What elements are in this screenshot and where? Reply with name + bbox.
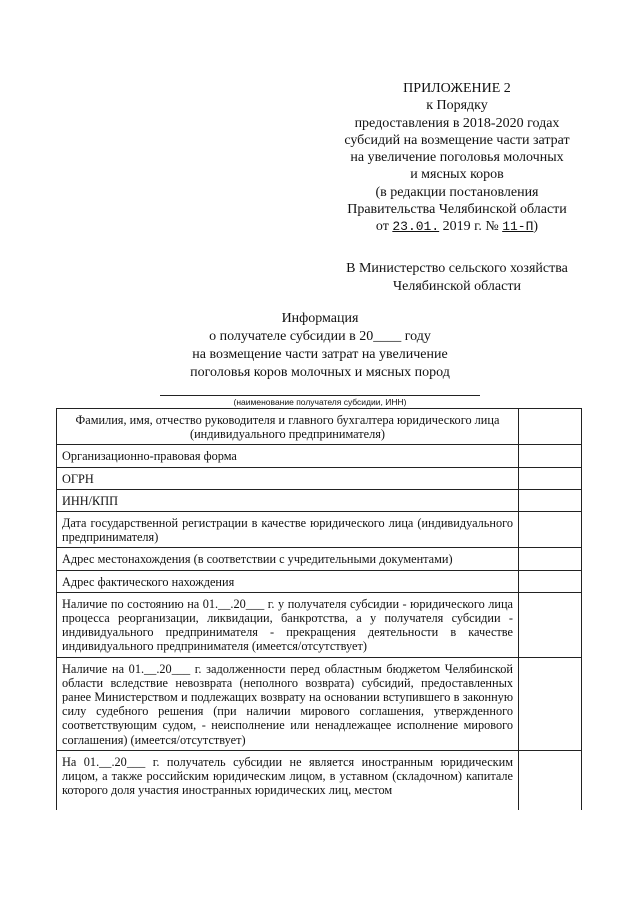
appendix-title: ПРИЛОЖЕНИЕ 2 bbox=[403, 81, 511, 96]
row-value-cell[interactable] bbox=[519, 512, 582, 548]
appendix-header bbox=[322, 80, 592, 236]
recipient-caption: (наименование получателя субсидии, ИНН) bbox=[233, 397, 407, 407]
table-row bbox=[57, 489, 582, 511]
row-label: Наличие на 01.__.20___ г. задолженности перед областным бюджетом Челябинской области вследствие невозврата (неполного возврата) субсидий, предоставленных ранее Министерством и подлежащих возврату на основании вступившего в законную силу судебного решения (при наличии мирового соглашения, утвержденного соответствующим судом, - неисполнение или ненадлежащее исполнение мирового соглашения) (имеется/отсутствует) bbox=[57, 657, 519, 750]
info-heading: Информация bbox=[281, 311, 359, 326]
table-row bbox=[57, 548, 582, 570]
row-value-cell[interactable] bbox=[519, 445, 582, 467]
appendix-line: предоставления в 2018-2020 годах bbox=[354, 115, 560, 131]
row-label: Адрес местонахождения (в соответствии с учредительными документами) bbox=[57, 548, 519, 570]
table-row bbox=[57, 570, 582, 592]
row-value-cell[interactable] bbox=[519, 489, 582, 511]
row-label: Адрес фактического нахождения bbox=[57, 570, 519, 592]
row-label: Организационно-правовая форма bbox=[57, 445, 519, 467]
row-label: ИНН/КПП bbox=[57, 489, 519, 511]
row-value-cell[interactable] bbox=[519, 570, 582, 592]
row-label: ОГРН bbox=[57, 467, 519, 489]
info-subtitle-line: поголовья коров молочных и мясных пород bbox=[190, 365, 450, 380]
info-title-block bbox=[100, 310, 540, 382]
appendix-line: (в редакции постановления bbox=[375, 184, 539, 200]
table-row bbox=[57, 445, 582, 467]
row-label: Дата государственной регистрации в качестве юридического лица (индивидуального предпринимателя) bbox=[57, 512, 519, 548]
table-row bbox=[57, 467, 582, 489]
row-label: На 01.__.20___ г. получатель субсидии не является иностранным юридическим лицом, а также российским юридическим лицом, в уставном (складочном) капитале которого доля участия иностранных юридических лиц, местом bbox=[57, 750, 519, 810]
row-value-cell[interactable] bbox=[519, 548, 582, 570]
row-value-cell[interactable] bbox=[519, 657, 582, 750]
appendix-line: и мясных коров bbox=[410, 167, 504, 183]
date-prefix: от bbox=[375, 219, 389, 235]
addressee-line: В Министерство сельского хозяйства bbox=[346, 261, 568, 276]
closing-paren: ) bbox=[533, 219, 539, 235]
info-subtitle-line: о получателе субсидии в 20____ году bbox=[209, 329, 431, 344]
appendix-line: к Порядку bbox=[426, 98, 488, 114]
table-row bbox=[57, 592, 582, 657]
date-suffix: 2019 г. № bbox=[442, 219, 499, 235]
appendix-date-line bbox=[322, 218, 592, 235]
date-value: 23.01. bbox=[392, 219, 440, 235]
document-number: 11-П bbox=[502, 219, 534, 235]
table-row bbox=[57, 409, 582, 445]
appendix-line: Правительства Челябинской области bbox=[347, 202, 567, 218]
recipient-name-line bbox=[160, 395, 480, 396]
table-row bbox=[57, 750, 582, 810]
recipient-info-table bbox=[56, 408, 582, 810]
row-value-cell[interactable] bbox=[519, 592, 582, 657]
info-subtitle-line: на возмещение части затрат на увеличение bbox=[192, 347, 448, 362]
row-value-cell[interactable] bbox=[519, 409, 582, 445]
appendix-line: на увеличение поголовья молочных bbox=[350, 150, 564, 166]
table-row bbox=[57, 657, 582, 750]
row-label: Наличие по состоянию на 01.__.20___ г. у получателя субсидии - юридического лица процесса реорганизации, ликвидации, банкротства, а у получателя субсидии - индивидуального предпринимателя - прекращения деятельности в качестве индивидуального предпринимателя (имеется/отсутствует) bbox=[57, 592, 519, 657]
table-row bbox=[57, 512, 582, 548]
row-value-cell[interactable] bbox=[519, 750, 582, 810]
addressee-line: Челябинской области bbox=[393, 278, 521, 294]
row-value-cell[interactable] bbox=[519, 467, 582, 489]
appendix-line: субсидий на возмещение части затрат bbox=[344, 132, 570, 148]
row-label: Фамилия, имя, отчество руководителя и главного бухгалтера юридического лица (индивидуального предпринимателя) bbox=[57, 409, 519, 445]
addressee bbox=[322, 260, 592, 295]
